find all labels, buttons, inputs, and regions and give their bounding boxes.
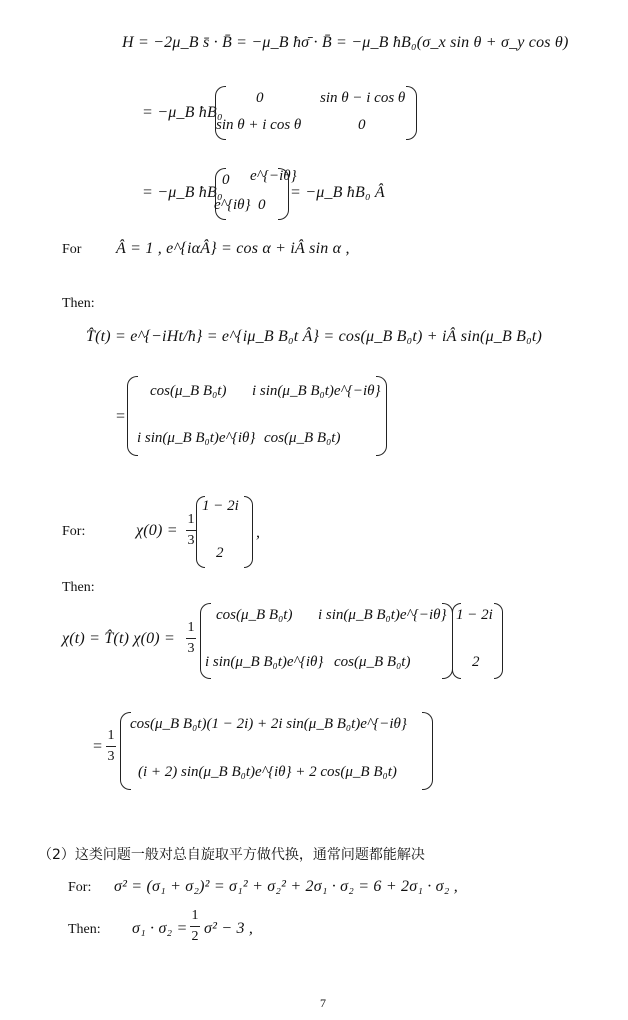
matrix-cell: e^{−iθ} — [250, 168, 297, 184]
fraction — [186, 512, 196, 549]
chit-lhs: χ(t) = T̂(t) χ(0) = — [62, 630, 176, 647]
chi0-lhs: χ(0) = — [136, 522, 178, 539]
matrix-cell: cos(μ_B B₀t) — [334, 654, 411, 670]
right-paren — [278, 168, 289, 220]
matrix-cell: 0 — [256, 90, 264, 106]
fraction-denominator: 2 — [191, 929, 199, 944]
spin-product-lhs: σ₁ · σ₂ = — [132, 920, 188, 937]
fraction-denominator: 3 — [187, 533, 195, 548]
matrix-prefix: = — [115, 408, 126, 425]
matrix-cell: i sin(μ_B B₀t)e^{−iθ} — [318, 607, 447, 623]
matrix-cell: i sin(μ_B B₀t)e^{−iθ} — [252, 383, 381, 399]
matrix-cell: sin θ + i cos θ — [216, 117, 302, 133]
matrix-cell: cos(μ_B B₀t) — [216, 607, 293, 623]
right-paren — [422, 712, 433, 790]
fraction-numerator: 1 — [187, 620, 195, 635]
vector-cell: 1 − 2i — [456, 607, 493, 623]
then-label: Then: — [62, 296, 95, 311]
fraction — [186, 620, 196, 657]
spin-product-rhs: σ² − 3 , — [204, 920, 254, 937]
page-number: 7 — [320, 996, 326, 1010]
matrix-cell: e^{iθ} — [214, 197, 251, 213]
comma: , — [256, 524, 261, 541]
vector-cell: 2 — [472, 654, 480, 670]
matrix-prefix: = −μ_B ħB₀ — [142, 184, 223, 201]
for-label: For — [62, 242, 82, 257]
fraction-bar — [106, 746, 116, 747]
matrix-cell: sin θ − i cos θ — [320, 90, 406, 106]
spin-square-formula: σ² = (σ₁ + σ₂)² = σ₁² + σ₂² + 2σ₁ · σ₂ = 6 + 2σ₁ · σ₂ , — [114, 878, 458, 895]
right-paren — [406, 86, 417, 140]
fraction-denominator: 3 — [107, 749, 115, 764]
vector-cell: cos(μ_B B₀t)(1 − 2i) + 2i sin(μ_B B₀t)e^{−iθ} — [130, 716, 407, 732]
then-label: Then: — [68, 922, 101, 937]
then-label: Then: — [62, 580, 95, 595]
vector-cell: (i + 2) sin(μ_B B₀t)e^{iθ} + 2 cos(μ_B B₀t) — [138, 764, 397, 780]
right-paren — [494, 603, 503, 679]
fraction-numerator: 1 — [107, 728, 115, 743]
fraction-numerator: 1 — [191, 908, 199, 923]
fraction-bar — [190, 926, 200, 927]
section-heading: （2）这类问题一般对总自旋取平方做代换，通常问题都能解决 — [38, 847, 425, 863]
fraction-denominator: 3 — [187, 641, 195, 656]
result-prefix: = — [92, 738, 103, 755]
for-formula: Â = 1 , e^{iαÂ} = cos α + iÂ sin α , — [116, 240, 350, 257]
matrix-cell: cos(μ_B B₀t) — [264, 430, 341, 446]
matrix-cell: i sin(μ_B B₀t)e^{iθ} — [137, 430, 256, 446]
matrix-cell: 0 — [258, 197, 266, 213]
right-paren — [244, 496, 253, 568]
for-label: For: — [62, 524, 86, 539]
fraction-numerator: 1 — [187, 512, 195, 527]
fraction — [190, 908, 200, 945]
matrix-cell: cos(μ_B B₀t) — [150, 383, 227, 399]
hamiltonian-equation: H = −2μ_B s̄ · B̄ = −μ_B ħσ̄ · B̄ = −μ_B ħB₀(σ_x sin θ + σ_y cos θ) — [122, 34, 569, 51]
matrix-cell: i sin(μ_B B₀t)e^{iθ} — [205, 654, 324, 670]
for-label: For: — [68, 880, 92, 895]
right-paren — [376, 376, 387, 456]
fraction — [106, 728, 116, 765]
matrix-suffix: = −μ_B ħB₀ Â — [290, 184, 385, 201]
evolution-operator-formula: T̂(t) = e^{−iHt/ħ} = e^{iμ_B B₀t Â} = cos(μ_B B₀t) + iÂ sin(μ_B B₀t) — [86, 328, 543, 345]
matrix-cell: 0 — [358, 117, 366, 133]
matrix-prefix: = −μ_B ħB₀ — [142, 104, 223, 121]
fraction-bar — [186, 530, 196, 531]
vector-cell: 1 − 2i — [202, 498, 239, 514]
fraction-bar — [186, 638, 196, 639]
vector-cell: 2 — [216, 545, 224, 561]
matrix-cell: 0 — [222, 172, 230, 188]
